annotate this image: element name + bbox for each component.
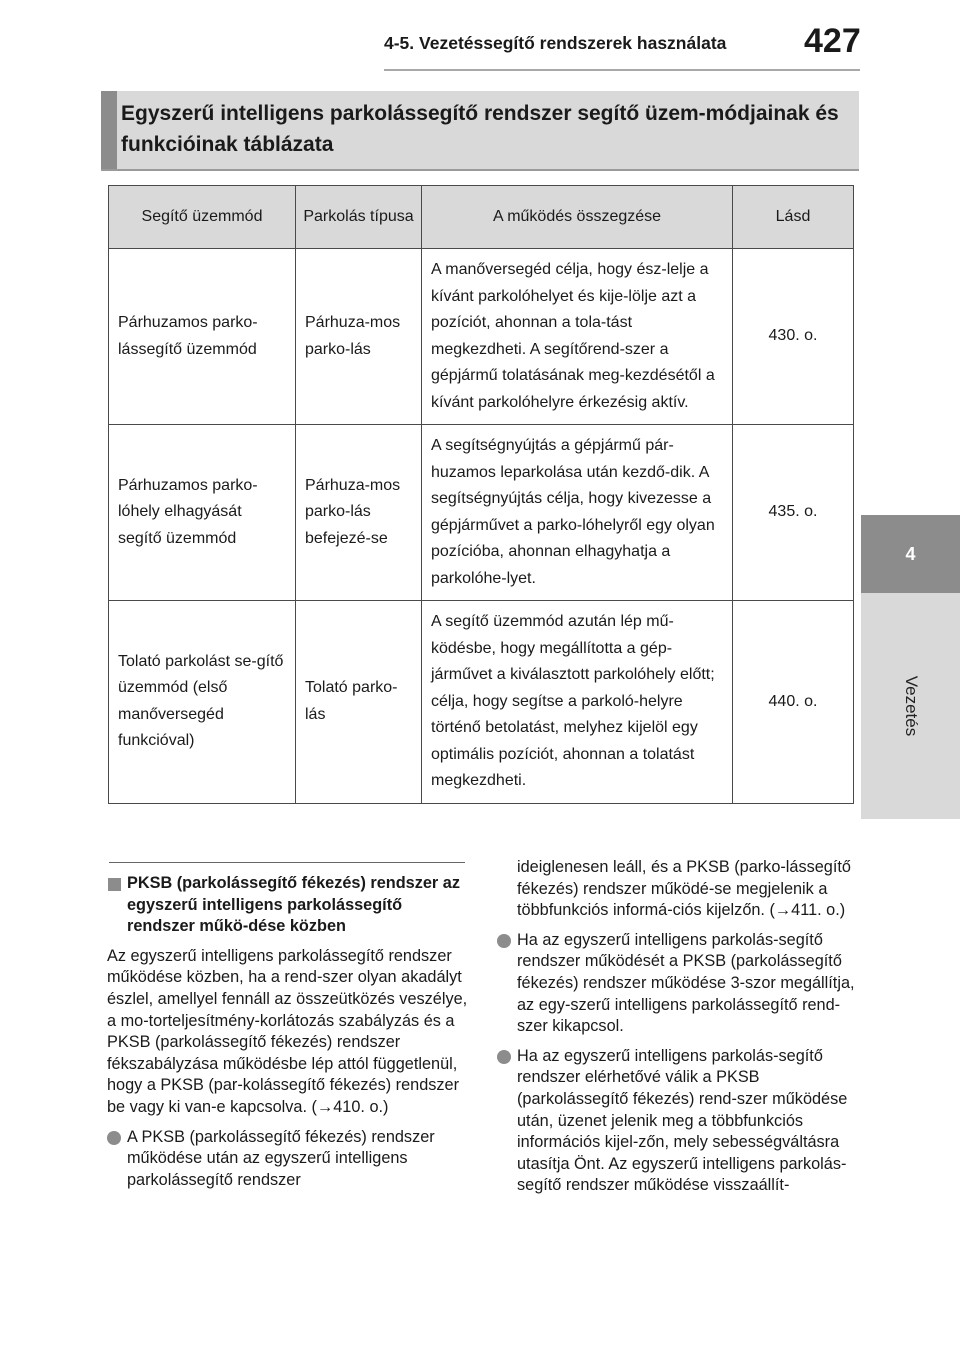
col-header-type: Parkolás típusa [296, 186, 422, 249]
cell-mode: Párhuzamos parko-lóhely elhagyását segítő üzemmód [109, 425, 296, 601]
col-header-mode: Segítő üzemmód [109, 186, 296, 249]
cell-page-ref: 440. o. [733, 601, 854, 804]
table-header-row [109, 186, 854, 249]
bullet-text: Ha az egyszerű intelligens parkolás-segítő rendszer elérhetővé válik a PKSB (parkolássegítő fékezés) rend-szer működése után, üzenet jelenik meg a többfunkciós információs kijel-zőn, mely sebességváltásra utasítja Önt. Az egyszerű intelligens parkolás-segítő rendszer működése visszaállít- [517, 1046, 848, 1195]
bullet-item [497, 930, 859, 1038]
cell-page-ref: 435. o. [733, 425, 854, 601]
bullet-text: A PKSB (parkolássegítő fékezés) rendszer működése után az egyszerű intelligens parkolássegítő rendszer [127, 1127, 435, 1189]
bullet-item [107, 1127, 469, 1192]
subsection-heading-text: PKSB (parkolássegítő fékezés) rendszer az egyszerű intelligens parkolássegítő rendszer műkö-dése közben [127, 874, 460, 936]
table-row [109, 425, 854, 601]
cell-type: Párhuza-mos parko-lás [296, 249, 422, 425]
subsection-divider [109, 862, 465, 863]
right-column [497, 857, 859, 1197]
cell-type: Párhuza-mos parko-lás befejezé-se [296, 425, 422, 601]
cell-page-ref: 430. o. [733, 249, 854, 425]
section-heading-bar [101, 91, 117, 169]
cell-mode: Párhuzamos parko-lássegítő üzemmód [109, 249, 296, 425]
left-column [107, 873, 469, 1191]
page-header [0, 0, 960, 80]
header-divider [384, 69, 860, 71]
cell-mode: Tolató parkolást se-gítő üzemmód (első manőversegéd funkcióval) [109, 601, 296, 804]
bullet-continuation: ideiglenesen leáll, és a PKSB (parko-lássegítő fékezés) rendszer működé-se megjelenik a többfunkciós informá-ciós kijelzőn. (→411. o.) [517, 858, 851, 920]
body-paragraph: Az egyszerű intelligens parkolássegítő rendszer működése közben, ha a rend-szer olyan akadályt észlel, amellyel fennáll az összeütközés veszélye, a mo-torteljesítmény-korlátozás szabályzás és a PKSB (parkolássegítő fékezés) rendszer fékszabályzása működésbe lép attól függetlenül, hogy a PKSB (par-kolássegítő fékezés) rendszer be vagy ki van-e kapcsolva. (→410. o.) [107, 946, 468, 1116]
section-title: Egyszerű intelligens parkolássegítő rendszer segítő üzem-módjainak és funkcióinak táblázata [121, 102, 839, 156]
assist-modes-table [108, 185, 854, 804]
cell-summary: A segítő üzemmód azután lép mű-ködésbe, hogy megállította a gép-járművet a kiválasztott parkolóhely előtt; célja, hogy segítse a parkoló-helyre történő betolatást, melyhez kijelöl egy optimális pozíciót, ahonnan a tolatást megkezdheti. [422, 601, 733, 804]
chapter-tab-number: 4 [861, 515, 960, 593]
chapter-title: 4-5. Vezetéssegítő rendszerek használata [384, 33, 727, 53]
table-row [109, 601, 854, 804]
bullet-item [497, 1046, 859, 1197]
col-header-see: Lásd [733, 186, 854, 249]
table-row [109, 249, 854, 425]
bullet-dot-icon [497, 1050, 511, 1064]
cell-type: Tolató parko-lás [296, 601, 422, 804]
bullet-text: Ha az egyszerű intelligens parkolás-segítő rendszer működését a PKSB (parkolássegítő fékezés) rendszer működése 3-szor megállítja, az egy-szerű intelligens parkolássegítő rend-szer kikapcsol. [517, 930, 855, 1036]
cell-summary: A segítségnyújtás a gépjármű pár-huzamos leparkolása után kezdő-dik. A segítségnyújtás célja, hogy kivezesse a gépjárművet a parko-lóhelyről egy olyan pozícióba, ahonnan elhagyhatja a parkolóhe-lyet. [422, 425, 733, 601]
section-heading-box [101, 91, 859, 171]
page-number: 427 [804, 22, 861, 60]
cell-summary: A manőversegéd célja, hogy ész-lelje a kívánt parkolóhelyet és kije-lölje azt a pozíciót, ahonnan a tola-tást megkezdheti. A segítőrend-szer a gépjármű tolatásának meg-kezdésétől a kívánt parkolóhelyre érkezésig aktív. [422, 249, 733, 425]
bullet-dot-icon [497, 934, 511, 948]
col-header-summary: A működés összegzése [422, 186, 733, 249]
chapter-tab-label: Vezetés [901, 675, 921, 737]
bullet-dot-icon [107, 1131, 121, 1145]
square-marker-icon [108, 878, 121, 891]
chapter-tab [861, 593, 960, 819]
subsection-heading [107, 873, 469, 938]
